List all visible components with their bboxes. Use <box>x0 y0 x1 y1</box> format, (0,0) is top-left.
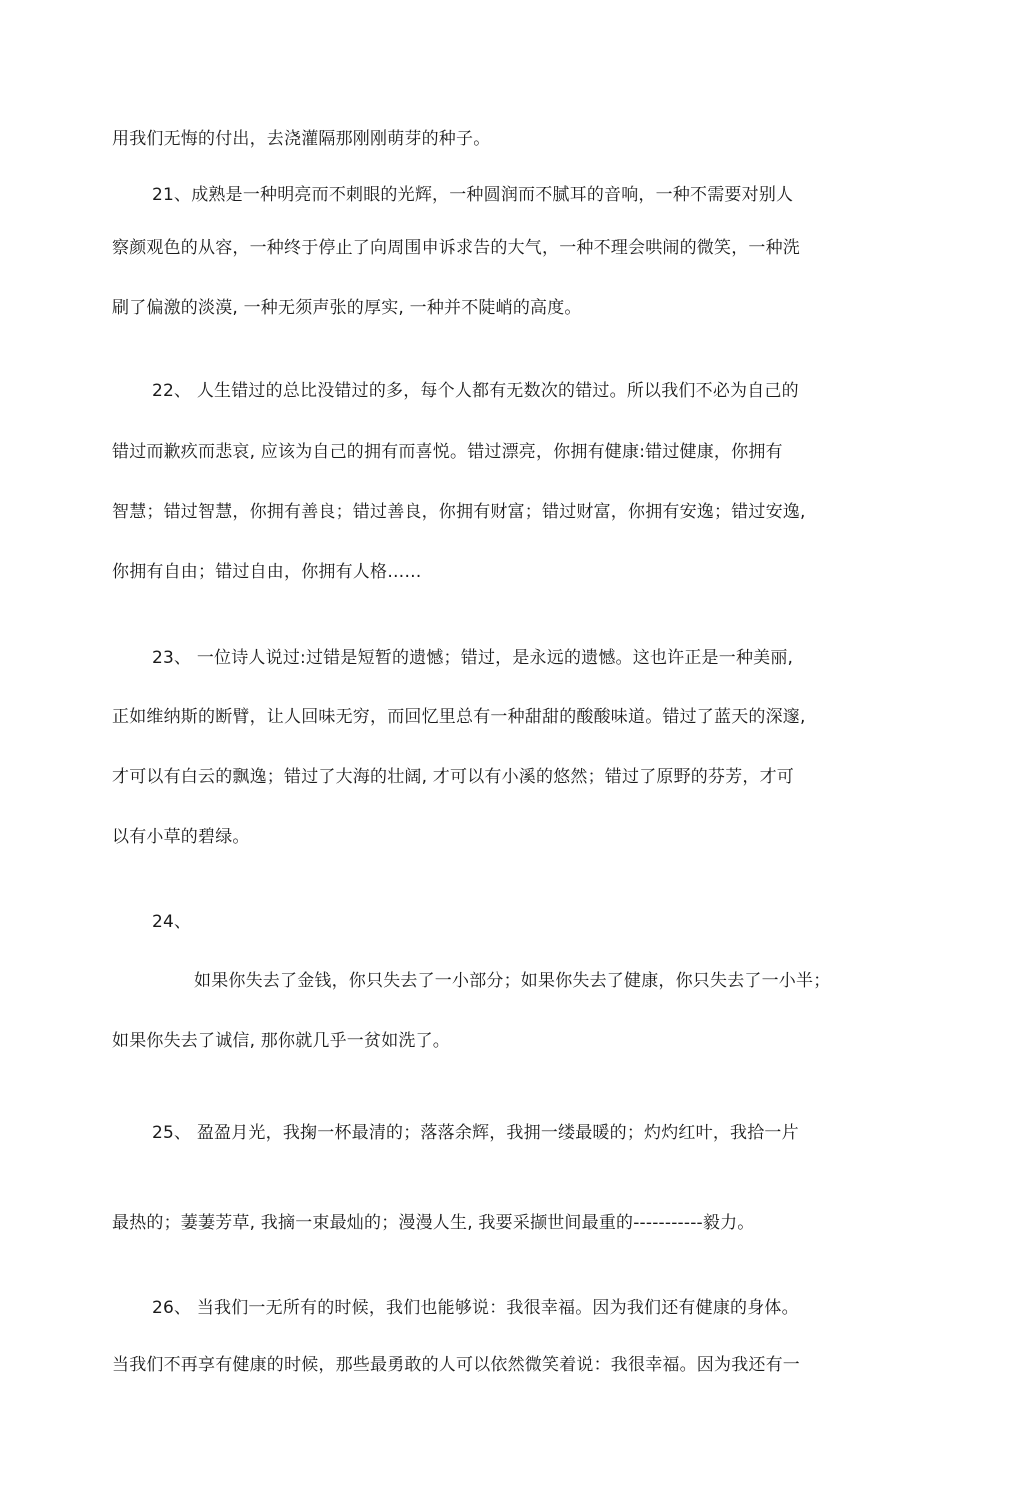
paragraph-21-line-1: 21、成熟是一种明亮而不刺眼的光辉，一种圆润而不腻耳的音响，一种不需要对别人 <box>152 185 794 205</box>
paragraph-25-line-1: 25、 盈盈月光，我掬一杯最清的；落落余辉，我拥一缕最暖的；灼灼红叶，我拾一片 <box>152 1123 799 1143</box>
paragraph-22-line-4: 你拥有自由；错过自由，你拥有人格…… <box>112 562 422 582</box>
paragraph-23-line-3: 才可以有白云的飘逸；错过了大海的壮阔, 才可以有小溪的悠然；错过了原野的芬芳，才可 <box>112 767 795 787</box>
paragraph-21-line-3: 刷了偏激的淡漠, 一种无须声张的厚实, 一种并不陡峭的高度。 <box>112 298 582 318</box>
paragraph-23-line-2: 正如维纳斯的断臂，让人回味无穷，而回忆里总有一种甜甜的酸酸味道。错过了蓝天的深邃, <box>112 707 806 727</box>
paragraph-26-line-2: 当我们不再享有健康的时候，那些最勇敢的人可以依然微笑着说：我很幸福。因为我还有一 <box>112 1355 800 1375</box>
paragraph-22-line-2: 错过而歉疚而悲哀, 应该为自己的拥有而喜悦。错过漂亮，你拥有健康:错过健康，你拥有 <box>112 442 783 462</box>
paragraph-22-line-1: 22、 人生错过的总比没错过的多，每个人都有无数次的错过。所以我们不必为自己的 <box>152 381 799 401</box>
paragraph-21-line-2: 察颜观色的从容，一种终于停止了向周围申诉求告的大气，一种不理会哄闹的微笑，一种洗 <box>112 238 800 258</box>
paragraph-26-line-1: 26、 当我们一无所有的时候，我们也能够说：我很幸福。因为我们还有健康的身体。 <box>152 1298 799 1318</box>
text-line-1: 用我们无悔的付出，去浇灌隔那刚刚萌芽的种子。 <box>112 129 491 149</box>
paragraph-23-line-1: 23、 一位诗人说过:过错是短暂的遗憾；错过，是永远的遗憾。这也许正是一种美丽, <box>152 648 794 668</box>
paragraph-24-line-1: 如果你失去了金钱，你只失去了一小部分；如果你失去了健康，你只失去了一小半； <box>194 971 831 991</box>
paragraph-23-line-4: 以有小草的碧绿。 <box>112 827 250 847</box>
paragraph-24-line-2: 如果你失去了诚信, 那你就几乎一贫如洗了。 <box>112 1031 451 1051</box>
paragraph-24-number: 24、 <box>152 912 192 932</box>
paragraph-22-line-3: 智慧；错过智慧，你拥有善良；错过善良，你拥有财富；错过财富，你拥有安逸；错过安逸, <box>112 502 806 522</box>
paragraph-25-line-2: 最热的；萋萋芳草, 我摘一束最灿的；漫漫人生, 我要采撷世间最重的-----------毅力。 <box>112 1213 755 1233</box>
